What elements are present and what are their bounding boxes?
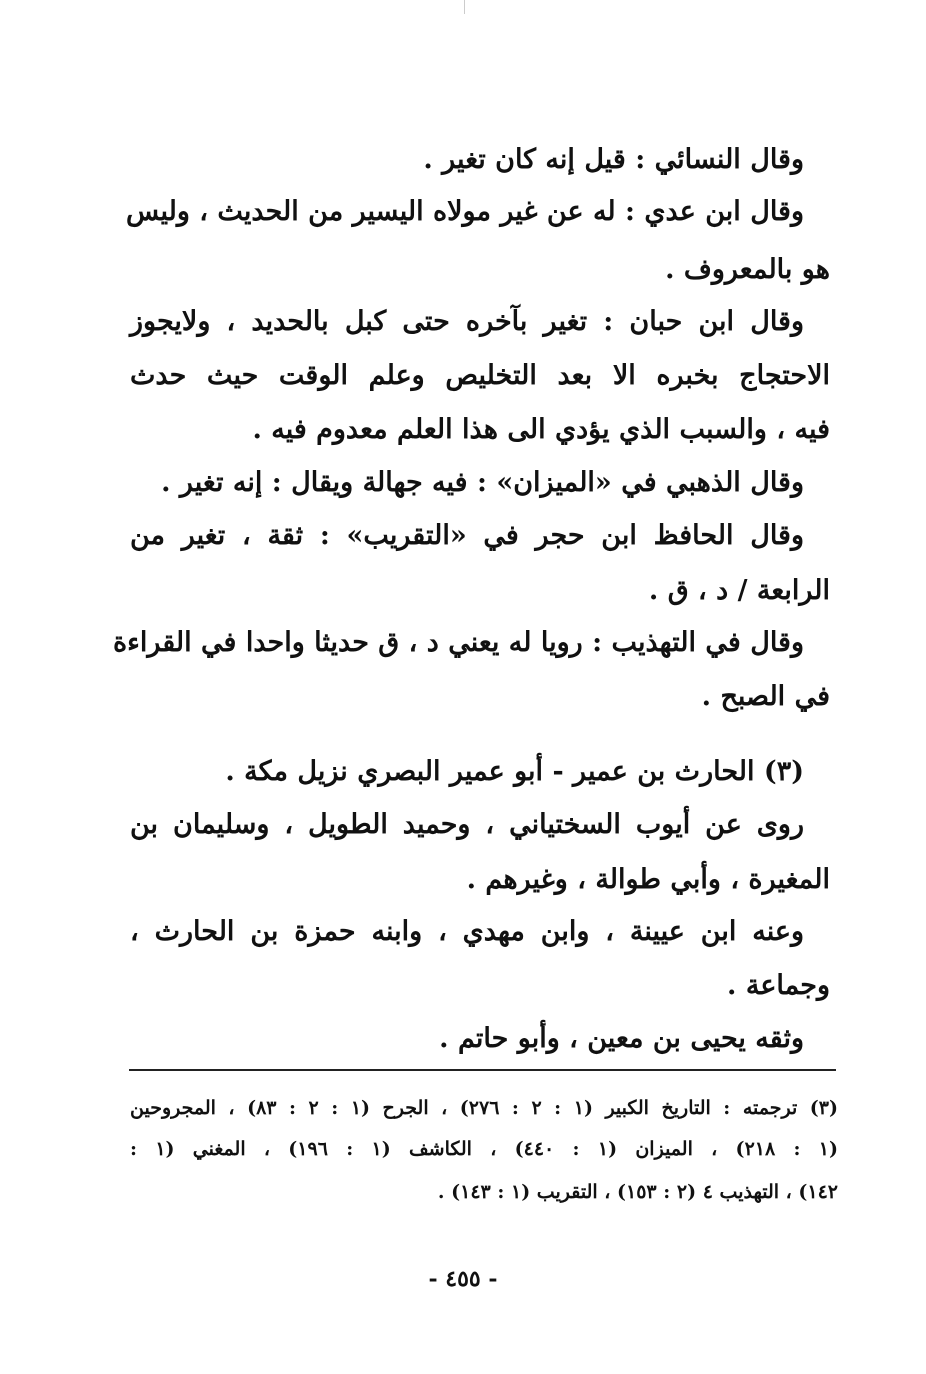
text-line: وقال في التهذيب : رويا له يعني د ، ق حديثا واحدا في القراءة xyxy=(113,627,804,658)
text-line: الرابعة / د ، ق . xyxy=(648,575,830,606)
footnote-line: ١٤٢) ، التهذيب ٤ (٢ : ١٥٣) ، التقريب (١ : ١٤٣) . xyxy=(437,1181,838,1203)
text-line: هو بالمعروف . xyxy=(665,254,830,285)
text-line: الاحتجاج بخبره الا بعد التخليص وعلم الوقت حيث حدث xyxy=(130,360,830,391)
scan-mark xyxy=(464,0,465,14)
text-line: وثقه يحيى بن معين ، وأبو حاتم . xyxy=(439,1023,804,1054)
footnote-separator xyxy=(129,1069,836,1071)
text-line: المغيرة ، وأبي طوالة ، وغيرهم . xyxy=(466,864,830,895)
text-line: وعنه ابن عيينة ، وابن مهدي ، وابنه حمزة بن الحارث ، xyxy=(130,916,804,947)
text-line: وقال ابن حبان : تغير بآخره حتى كبل بالحديد ، ولايجوز xyxy=(130,306,804,337)
footnote-line: (٣) ترجمته : التاريخ الكبير (١ : ٢ : ٢٧٦) ، الجرح (١ : ٢ : ٨٣) ، المجروحين xyxy=(130,1097,838,1119)
text-line: في الصبح . xyxy=(701,681,830,712)
text-line: وجماعة . xyxy=(727,970,830,1001)
text-line: وقال ابن عدي : له عن غير مولاه اليسير من الحديث ، وليس xyxy=(126,196,804,227)
text-line: فيه ، والسبب الذي يؤدي الى هذا العلم معدوم فيه . xyxy=(252,414,830,445)
page-number: - ٤٥٥ - xyxy=(428,1266,498,1292)
text-line: وقال النسائي : قيل إنه كان تغير . xyxy=(423,144,804,175)
text-line: وقال الحافظ ابن حجر في «التقريب» : ثقة ، تغير من xyxy=(130,520,804,551)
text-line: وقال الذهبي في «الميزان» : فيه جهالة ويقال : إنه تغير . xyxy=(161,467,804,498)
footnote-line: (١ : ٢١٨) ، الميزان (١ : ٤٤٠) ، الكاشف (١ : ١٩٦) ، المغني (١ : xyxy=(130,1138,838,1160)
text-line: روى عن أيوب السختياني ، وحميد الطويل ، وسليمان بن xyxy=(130,809,804,840)
entry-heading: (٣) الحارث بن عمير - أبو عمير البصري نزيل مكة . xyxy=(225,756,804,787)
